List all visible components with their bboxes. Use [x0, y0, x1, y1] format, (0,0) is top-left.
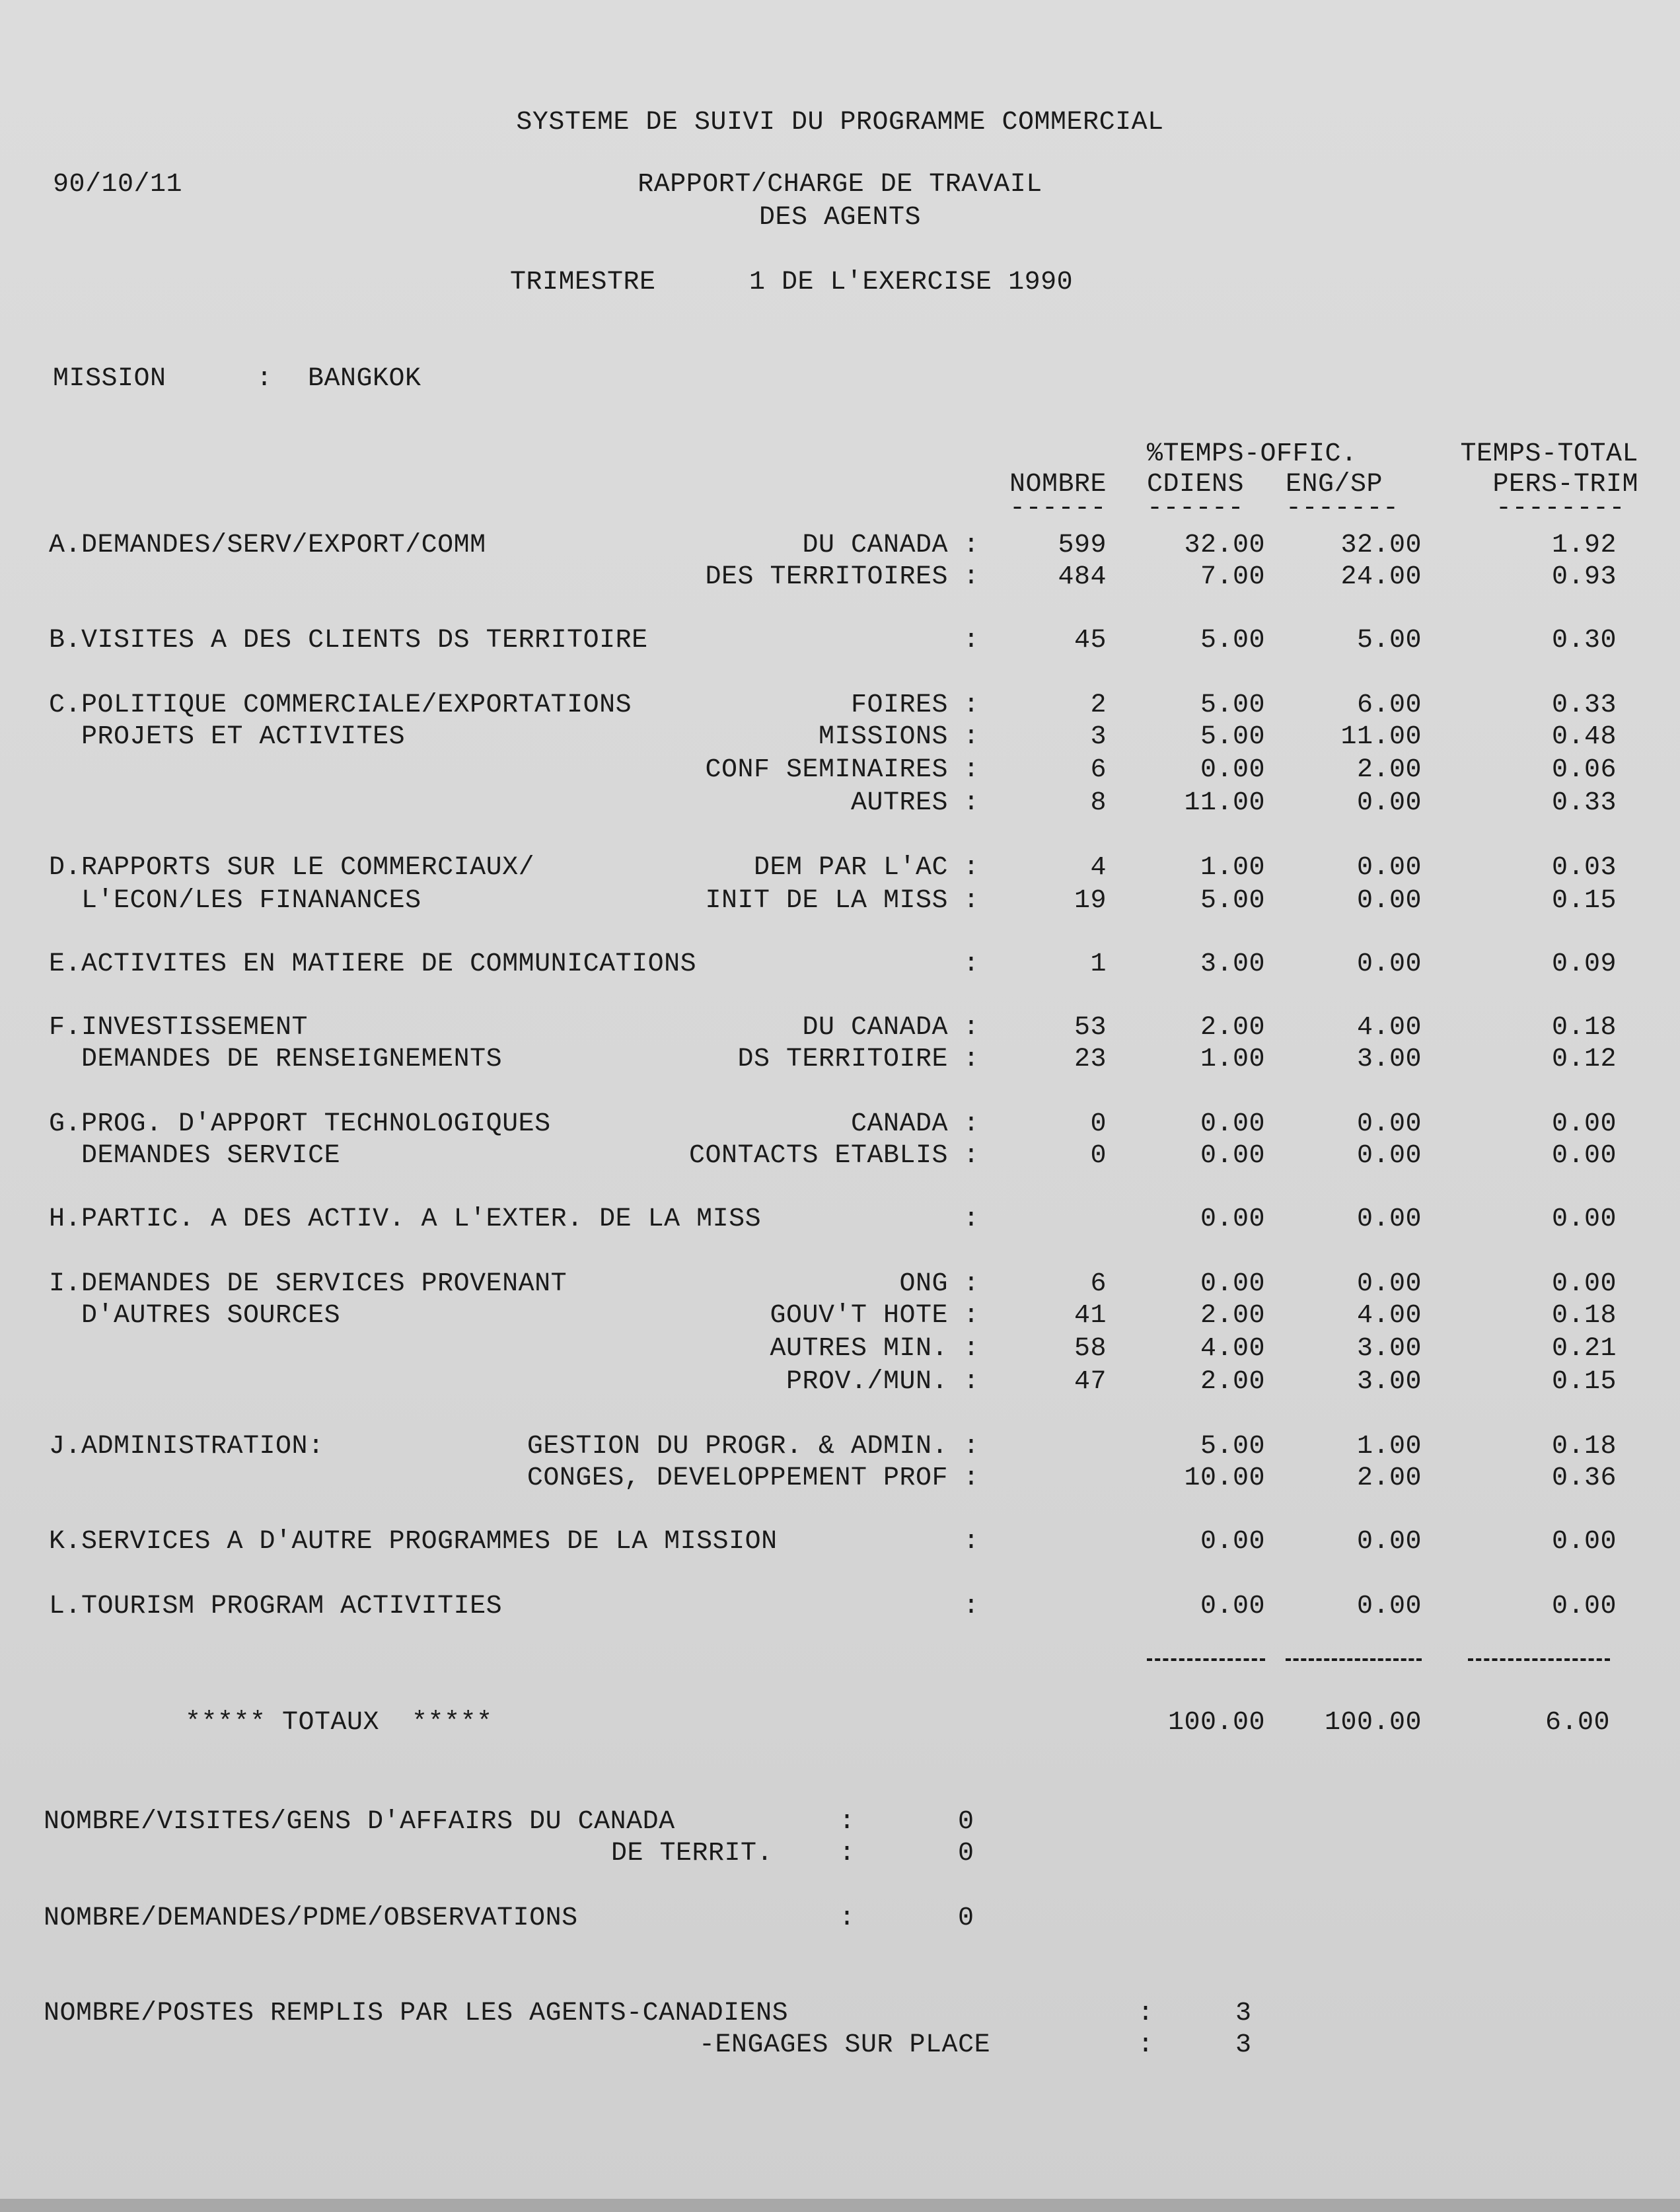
- row-eng-sp: 0.00: [1356, 949, 1422, 979]
- row-cdiens: 0.00: [1200, 1592, 1265, 1621]
- row-pers-trim: 0.48: [1551, 722, 1617, 752]
- column-group-temps-total: TEMPS-TOTAL: [1460, 439, 1638, 469]
- report-date: 90/10/11: [53, 170, 183, 200]
- table-row: [0, 1109, 1680, 1140]
- table-row: [0, 1463, 1680, 1494]
- row-nombre: 3: [1090, 722, 1107, 752]
- row-pers-trim: 0.00: [1551, 1141, 1617, 1171]
- row-label: DEMANDES SERVICE: [49, 1141, 341, 1171]
- row-eng-sp: 0.00: [1356, 1592, 1422, 1621]
- row-cdiens: 5.00: [1200, 626, 1265, 655]
- column-underline-nombre: ------: [1009, 494, 1107, 523]
- row-colon: :: [963, 1045, 980, 1074]
- row-cdiens: 5.00: [1200, 1432, 1265, 1461]
- row-nombre: 8: [1090, 788, 1107, 818]
- footer-postes-value: 3: [1235, 1999, 1252, 2028]
- row-sublabel: GESTION DU PROGR. & ADMIN.: [527, 1432, 948, 1461]
- row-pers-trim: 0.18: [1551, 1301, 1617, 1331]
- row-pers-trim: 0.30: [1551, 626, 1617, 655]
- row-sublabel: DES TERRITOIRES: [705, 562, 948, 592]
- row-label: I.DEMANDES DE SERVICES PROVENANT: [49, 1269, 567, 1299]
- row-colon: :: [963, 1367, 980, 1397]
- row-nombre: 0: [1090, 1141, 1107, 1171]
- row-pers-trim: 0.33: [1551, 690, 1617, 720]
- footer-territ-colon: :: [839, 1839, 856, 1868]
- row-pers-trim: 0.18: [1551, 1432, 1617, 1461]
- row-nombre: 47: [1074, 1367, 1107, 1397]
- row-nombre: 19: [1074, 886, 1107, 916]
- table-row: [0, 1300, 1680, 1332]
- row-cdiens: 0.00: [1200, 1527, 1265, 1557]
- row-sublabel: DU CANADA: [802, 1013, 948, 1043]
- row-cdiens: 0.00: [1200, 1204, 1265, 1234]
- row-cdiens: 4.00: [1200, 1334, 1265, 1364]
- footer-demandes-label: NOMBRE/DEMANDES/PDME/OBSERVATIONS: [44, 1903, 578, 1933]
- table-row: [0, 885, 1680, 917]
- row-cdiens: 2.00: [1200, 1367, 1265, 1397]
- row-sublabel: PROV./MUN.: [785, 1367, 948, 1397]
- period-prefix: TRIMESTRE: [510, 268, 656, 297]
- row-cdiens: 11.00: [1184, 788, 1265, 818]
- row-sublabel: DS TERRITOIRE: [737, 1045, 948, 1074]
- row-eng-sp: 0.00: [1356, 1204, 1422, 1234]
- row-eng-sp: 0.00: [1356, 788, 1422, 818]
- row-colon: :: [963, 690, 980, 720]
- footer-engages-colon: :: [1138, 2030, 1154, 2060]
- row-cdiens: 0.00: [1200, 755, 1265, 785]
- table-row: [0, 562, 1680, 593]
- footer-visites-value: 0: [958, 1807, 974, 1837]
- row-sublabel: ONG: [899, 1269, 948, 1299]
- footer-engages-value: 3: [1235, 2030, 1252, 2060]
- row-cdiens: 2.00: [1200, 1013, 1265, 1043]
- table-row: [0, 1591, 1680, 1623]
- row-eng-sp: 0.00: [1356, 1527, 1422, 1557]
- row-sublabel: CANADA: [850, 1109, 948, 1139]
- row-label: K.SERVICES A D'AUTRE PROGRAMMES DE LA MISSION: [49, 1527, 778, 1557]
- table-row: [0, 755, 1680, 786]
- row-cdiens: 0.00: [1200, 1141, 1265, 1171]
- table-row: [0, 949, 1680, 980]
- row-nombre: 2: [1090, 690, 1107, 720]
- row-eng-sp: 6.00: [1356, 690, 1422, 720]
- row-colon: :: [963, 886, 980, 916]
- row-pers-trim: 0.00: [1551, 1204, 1617, 1234]
- row-pers-trim: 0.06: [1551, 755, 1617, 785]
- table-row: [0, 1366, 1680, 1398]
- row-eng-sp: 2.00: [1356, 755, 1422, 785]
- row-cdiens: 1.00: [1200, 1045, 1265, 1074]
- column-underline-cdiens: ------: [1147, 494, 1245, 523]
- row-sublabel: DU CANADA: [802, 531, 948, 560]
- report-title: SYSTEME DE SUIVI DU PROGRAMME COMMERCIAL: [516, 108, 1164, 137]
- row-label: DEMANDES DE RENSEIGNEMENTS: [49, 1045, 503, 1074]
- row-colon: :: [963, 1592, 980, 1621]
- row-label: H.PARTIC. A DES ACTIV. A L'EXTER. DE LA MISS: [49, 1204, 762, 1234]
- table-row: [0, 690, 1680, 721]
- row-eng-sp: 0.00: [1356, 886, 1422, 916]
- row-cdiens: 5.00: [1200, 690, 1265, 720]
- column-underline-eng-sp: -------: [1286, 494, 1399, 523]
- row-label: B.VISITES A DES CLIENTS DS TERRITOIRE: [49, 626, 648, 655]
- row-pers-trim: 1.92: [1551, 531, 1617, 560]
- row-cdiens: 10.00: [1184, 1463, 1265, 1493]
- row-sublabel: CONTACTS ETABLIS: [688, 1141, 948, 1171]
- row-nombre: 45: [1074, 626, 1107, 655]
- row-cdiens: 32.00: [1184, 531, 1265, 560]
- column-header-cdiens: CDIENS: [1147, 470, 1245, 499]
- column-header-eng-sp: ENG/SP: [1286, 470, 1383, 499]
- row-colon: :: [963, 1109, 980, 1139]
- row-nombre: 41: [1074, 1301, 1107, 1331]
- row-sublabel: FOIRES: [850, 690, 948, 720]
- totals-rule-cdiens: [1147, 1658, 1265, 1661]
- footer-visites-label: NOMBRE/VISITES/GENS D'AFFAIRS DU CANADA: [44, 1807, 675, 1837]
- row-pers-trim: 0.15: [1551, 886, 1617, 916]
- row-colon: :: [963, 531, 980, 560]
- row-colon: :: [963, 562, 980, 592]
- table-row: [0, 1333, 1680, 1365]
- row-nombre: 1: [1090, 949, 1107, 979]
- row-pers-trim: 0.33: [1551, 788, 1617, 818]
- row-cdiens: 5.00: [1200, 886, 1265, 916]
- row-eng-sp: 3.00: [1356, 1334, 1422, 1364]
- footer-territ-label: DE TERRIT.: [610, 1839, 773, 1868]
- mission-label: MISSION: [53, 364, 166, 394]
- row-eng-sp: 32.00: [1340, 531, 1422, 560]
- row-pers-trim: 0.03: [1551, 853, 1617, 883]
- table-row: [0, 721, 1680, 753]
- column-underline-pers-trim: --------: [1495, 494, 1625, 523]
- row-colon: :: [963, 1334, 980, 1364]
- table-row: [0, 1140, 1680, 1172]
- row-sublabel: AUTRES: [850, 788, 948, 818]
- row-eng-sp: 1.00: [1356, 1432, 1422, 1461]
- scan-bottom-edge: [0, 2199, 1680, 2212]
- row-sublabel: AUTRES MIN.: [770, 1334, 948, 1364]
- row-pers-trim: 0.15: [1551, 1367, 1617, 1397]
- row-colon: :: [963, 1463, 980, 1493]
- row-cdiens: 0.00: [1200, 1269, 1265, 1299]
- footer-demandes-value: 0: [958, 1903, 974, 1933]
- row-eng-sp: 0.00: [1356, 1269, 1422, 1299]
- row-pers-trim: 0.93: [1551, 562, 1617, 592]
- row-cdiens: 0.00: [1200, 1109, 1265, 1139]
- row-label: L'ECON/LES FINANANCES: [49, 886, 421, 916]
- row-pers-trim: 0.00: [1551, 1592, 1617, 1621]
- row-eng-sp: 0.00: [1356, 1109, 1422, 1139]
- row-nombre: 58: [1074, 1334, 1107, 1364]
- row-eng-sp: 0.00: [1356, 1141, 1422, 1171]
- row-pers-trim: 0.00: [1551, 1527, 1617, 1557]
- footer-postes-label: NOMBRE/POSTES REMPLIS PAR LES AGENTS-CANADIENS: [44, 1999, 789, 2028]
- row-nombre: 4: [1090, 853, 1107, 883]
- row-sublabel: CONF SEMINAIRES: [705, 755, 948, 785]
- table-row: [0, 1269, 1680, 1300]
- row-pers-trim: 0.09: [1551, 949, 1617, 979]
- footer-engages-label: -ENGAGES SUR PLACE: [699, 2030, 991, 2060]
- row-label: C.POLITIQUE COMMERCIALE/EXPORTATIONS: [49, 690, 632, 720]
- row-sublabel: INIT DE LA MISS: [705, 886, 948, 916]
- row-label: PROJETS ET ACTIVITES: [49, 722, 406, 752]
- table-row: [0, 788, 1680, 819]
- report-subtitle-line1: RAPPORT/CHARGE DE TRAVAIL: [638, 170, 1042, 200]
- row-eng-sp: 5.00: [1356, 626, 1422, 655]
- row-eng-sp: 24.00: [1340, 562, 1422, 592]
- table-row: [0, 625, 1680, 657]
- row-pers-trim: 0.21: [1551, 1334, 1617, 1364]
- row-sublabel: DEM PAR L'AC: [753, 853, 948, 883]
- footer-demandes-colon: :: [839, 1903, 856, 1933]
- mission-value: BANGKOK: [308, 364, 421, 394]
- table-row: [0, 530, 1680, 562]
- table-row: [0, 1526, 1680, 1558]
- row-nombre: 599: [1058, 531, 1107, 560]
- totals-rule-pers-trim: [1468, 1658, 1610, 1661]
- row-colon: :: [963, 788, 980, 818]
- row-cdiens: 7.00: [1200, 562, 1265, 592]
- totals-pers-trim: 6.00: [1545, 1708, 1610, 1738]
- totals-cdiens: 100.00: [1167, 1708, 1265, 1738]
- row-label: A.DEMANDES/SERV/EXPORT/COMM: [49, 531, 486, 560]
- row-sublabel: GOUV'T HOTE: [770, 1301, 948, 1331]
- row-colon: :: [963, 1301, 980, 1331]
- row-label: D'AUTRES SOURCES: [49, 1301, 341, 1331]
- row-colon: :: [963, 626, 980, 655]
- report-subtitle-line2: DES AGENTS: [758, 203, 922, 233]
- row-cdiens: 3.00: [1200, 949, 1265, 979]
- row-cdiens: 5.00: [1200, 722, 1265, 752]
- table-row: [0, 1012, 1680, 1044]
- row-colon: :: [963, 755, 980, 785]
- row-nombre: 53: [1074, 1013, 1107, 1043]
- table-row: [0, 1431, 1680, 1463]
- row-colon: :: [963, 722, 980, 752]
- row-colon: :: [963, 1141, 980, 1171]
- table-row: [0, 1044, 1680, 1076]
- totals-rule-eng-sp: [1286, 1658, 1422, 1661]
- row-label: D.RAPPORTS SUR LE COMMERCIAUX/: [49, 853, 535, 883]
- row-label: L.TOURISM PROGRAM ACTIVITIES: [49, 1592, 503, 1621]
- row-colon: :: [963, 1432, 980, 1461]
- row-colon: :: [963, 1527, 980, 1557]
- row-eng-sp: 11.00: [1340, 722, 1422, 752]
- mission-separator: :: [256, 364, 273, 394]
- row-cdiens: 1.00: [1200, 853, 1265, 883]
- footer-territ-value: 0: [958, 1839, 974, 1868]
- row-nombre: 0: [1090, 1109, 1107, 1139]
- row-label: E.ACTIVITES EN MATIERE DE COMMUNICATIONS: [49, 949, 697, 979]
- row-nombre: 6: [1090, 1269, 1107, 1299]
- row-label: J.ADMINISTRATION:: [49, 1432, 324, 1461]
- totals-eng-sp: 100.00: [1324, 1708, 1422, 1738]
- row-eng-sp: 4.00: [1356, 1013, 1422, 1043]
- column-group-pct-temps-offic: %TEMPS-OFFIC.: [1147, 439, 1358, 469]
- table-row: [0, 852, 1680, 884]
- row-cdiens: 2.00: [1200, 1301, 1265, 1331]
- column-header-nombre: NOMBRE: [1009, 470, 1107, 499]
- row-colon: :: [963, 949, 980, 979]
- footer-postes-colon: :: [1138, 1999, 1154, 2028]
- column-header-pers-trim: PERS-TRIM: [1492, 470, 1638, 499]
- row-colon: :: [963, 1204, 980, 1234]
- row-pers-trim: 0.18: [1551, 1013, 1617, 1043]
- row-sublabel: CONGES, DEVELOPPEMENT PROF: [527, 1463, 948, 1493]
- row-eng-sp: 3.00: [1356, 1045, 1422, 1074]
- row-pers-trim: 0.00: [1551, 1109, 1617, 1139]
- row-pers-trim: 0.00: [1551, 1269, 1617, 1299]
- row-eng-sp: 2.00: [1356, 1463, 1422, 1493]
- totals-label: ***** TOTAUX *****: [185, 1708, 493, 1738]
- row-nombre: 6: [1090, 755, 1107, 785]
- row-nombre: 23: [1074, 1045, 1107, 1074]
- row-label: G.PROG. D'APPORT TECHNOLOGIQUES: [49, 1109, 551, 1139]
- row-colon: :: [963, 1013, 980, 1043]
- footer-visites-colon: :: [839, 1807, 856, 1837]
- row-eng-sp: 0.00: [1356, 853, 1422, 883]
- row-sublabel: MISSIONS: [818, 722, 948, 752]
- row-colon: :: [963, 853, 980, 883]
- row-pers-trim: 0.36: [1551, 1463, 1617, 1493]
- row-eng-sp: 4.00: [1356, 1301, 1422, 1331]
- row-pers-trim: 0.12: [1551, 1045, 1617, 1074]
- row-eng-sp: 3.00: [1356, 1367, 1422, 1397]
- row-label: F.INVESTISSEMENT: [49, 1013, 309, 1043]
- table-row: [0, 1204, 1680, 1235]
- row-colon: :: [963, 1269, 980, 1299]
- period-text: 1 DE L'EXERCISE 1990: [749, 268, 1074, 297]
- row-nombre: 484: [1058, 562, 1107, 592]
